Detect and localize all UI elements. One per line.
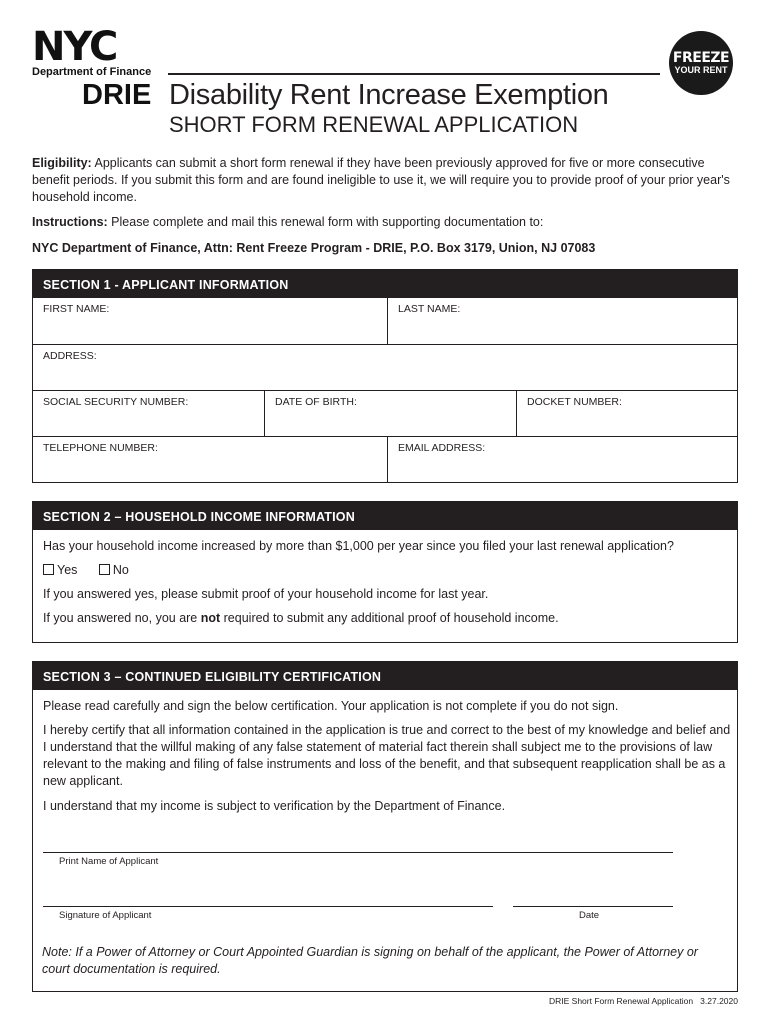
last-name-label: LAST NAME: bbox=[398, 303, 461, 315]
address-field[interactable] bbox=[33, 345, 737, 391]
if-no-text bbox=[43, 610, 733, 627]
yes-checkbox[interactable] bbox=[43, 564, 54, 575]
logo-brand: NYC bbox=[32, 24, 117, 70]
section-household-income bbox=[32, 501, 738, 643]
footer-revision: 3.27.2020 bbox=[700, 996, 738, 1006]
address-label: ADDRESS: bbox=[43, 350, 97, 362]
first-name-label: FIRST NAME: bbox=[43, 303, 110, 315]
email-field[interactable] bbox=[387, 437, 737, 483]
section2-header: SECTION 2 – HOUSEHOLD INCOME INFORMATION bbox=[33, 502, 737, 530]
date-label: Date bbox=[579, 910, 600, 921]
signature-line[interactable] bbox=[43, 906, 493, 907]
logo-department: Department of Finance bbox=[32, 66, 152, 78]
print-name-line[interactable] bbox=[43, 852, 673, 853]
instructions-text: Please complete and mail this renewal form with supporting documentation to: bbox=[107, 215, 544, 229]
income-question: Has your household income increased by more than $1,000 per year since you filed your last renewal application? bbox=[43, 539, 674, 553]
date-line[interactable] bbox=[513, 906, 673, 907]
nyc-finance-logo bbox=[32, 24, 152, 80]
eligibility-label: Eligibility: bbox=[32, 156, 92, 170]
income-answer-options bbox=[43, 562, 733, 579]
first-name-field[interactable] bbox=[33, 298, 387, 344]
print-name-label: Print Name of Applicant bbox=[59, 856, 159, 867]
name-row bbox=[33, 298, 737, 344]
certification-statement: I hereby certify that all information contained in the application is true and correct to the best of my knowledge and belief and I understand that the willful making of any false statement of material fact therein shall subject me to the provisions of law relevant to the making and filing of false instruments and loss of the benefit, and that subsequent reapplication shall be as a new applicant. bbox=[43, 723, 731, 788]
yes-label: Yes bbox=[57, 563, 78, 577]
docket-number-label: DOCKET NUMBER: bbox=[527, 396, 622, 408]
section1-header: SECTION 1 - APPLICANT INFORMATION bbox=[33, 270, 737, 298]
instructions-paragraph bbox=[32, 214, 738, 231]
docket-number-field[interactable] bbox=[516, 391, 737, 437]
telephone-label: TELEPHONE NUMBER: bbox=[43, 442, 158, 454]
if-yes-text: If you answered yes, please submit proof of your household income for last year. bbox=[43, 587, 489, 601]
instructions-label: Instructions: bbox=[32, 215, 108, 229]
ssn-field[interactable] bbox=[33, 391, 264, 437]
section-applicant-information bbox=[32, 269, 738, 483]
mailing-address: NYC Department of Finance, Attn: Rent Freeze Program - DRIE, P.O. Box 3179, Union, NJ 07083 bbox=[32, 241, 596, 255]
email-label: EMAIL ADDRESS: bbox=[398, 442, 486, 454]
no-label: No bbox=[112, 563, 129, 577]
freeze-your-rent-badge bbox=[669, 31, 733, 95]
if-no-before: If you answered no, you are bbox=[43, 611, 201, 625]
address-row bbox=[33, 344, 737, 391]
badge-line2: YOUR RENT bbox=[674, 65, 728, 75]
section-eligibility-certification bbox=[32, 661, 738, 992]
no-checkbox[interactable] bbox=[99, 564, 110, 575]
form-subtitle: SHORT FORM RENEWAL APPLICATION bbox=[169, 112, 579, 137]
section3-header: SECTION 3 – CONTINUED ELIGIBILITY CERTIFICATION bbox=[33, 662, 737, 690]
if-no-bold: not bbox=[200, 611, 221, 625]
id-row bbox=[33, 390, 737, 437]
if-no-after: required to submit any additional proof of household income. bbox=[220, 611, 559, 625]
badge-line1: FREEZE bbox=[672, 50, 730, 66]
last-name-field[interactable] bbox=[387, 298, 737, 344]
verification-statement: I understand that my income is subject to verification by the Department of Finance. bbox=[43, 799, 506, 813]
form-code: DRIE bbox=[82, 79, 152, 111]
dob-field[interactable] bbox=[264, 391, 516, 437]
signature-label: Signature of Applicant bbox=[59, 910, 152, 921]
header-rule bbox=[168, 73, 660, 75]
power-of-attorney-note: Note: If a Power of Attorney or Court Appointed Guardian is signing on behalf of the applicant, the Power of Attorney or court documentation is required. bbox=[42, 945, 698, 976]
footer-form-name: DRIE Short Form Renewal Application bbox=[548, 996, 694, 1006]
eligibility-text: Applicants can submit a short form renewal if they have been previously approved for five or more consecutive benefit periods. If you submit this form and are found ineligible to use it, we will require you to provide proof of your prior year's household income. bbox=[32, 156, 730, 204]
certification-instruction: Please read carefully and sign the below certification. Your application is not complete if you do not sign. bbox=[43, 699, 619, 713]
dob-label: DATE OF BIRTH: bbox=[275, 396, 357, 408]
eligibility-paragraph bbox=[32, 155, 738, 206]
contact-row bbox=[33, 436, 737, 483]
form-footer bbox=[480, 996, 738, 1006]
ssn-label: SOCIAL SECURITY NUMBER: bbox=[43, 396, 189, 408]
telephone-field[interactable] bbox=[33, 437, 387, 483]
form-title: Disability Rent Increase Exemption bbox=[169, 79, 609, 111]
